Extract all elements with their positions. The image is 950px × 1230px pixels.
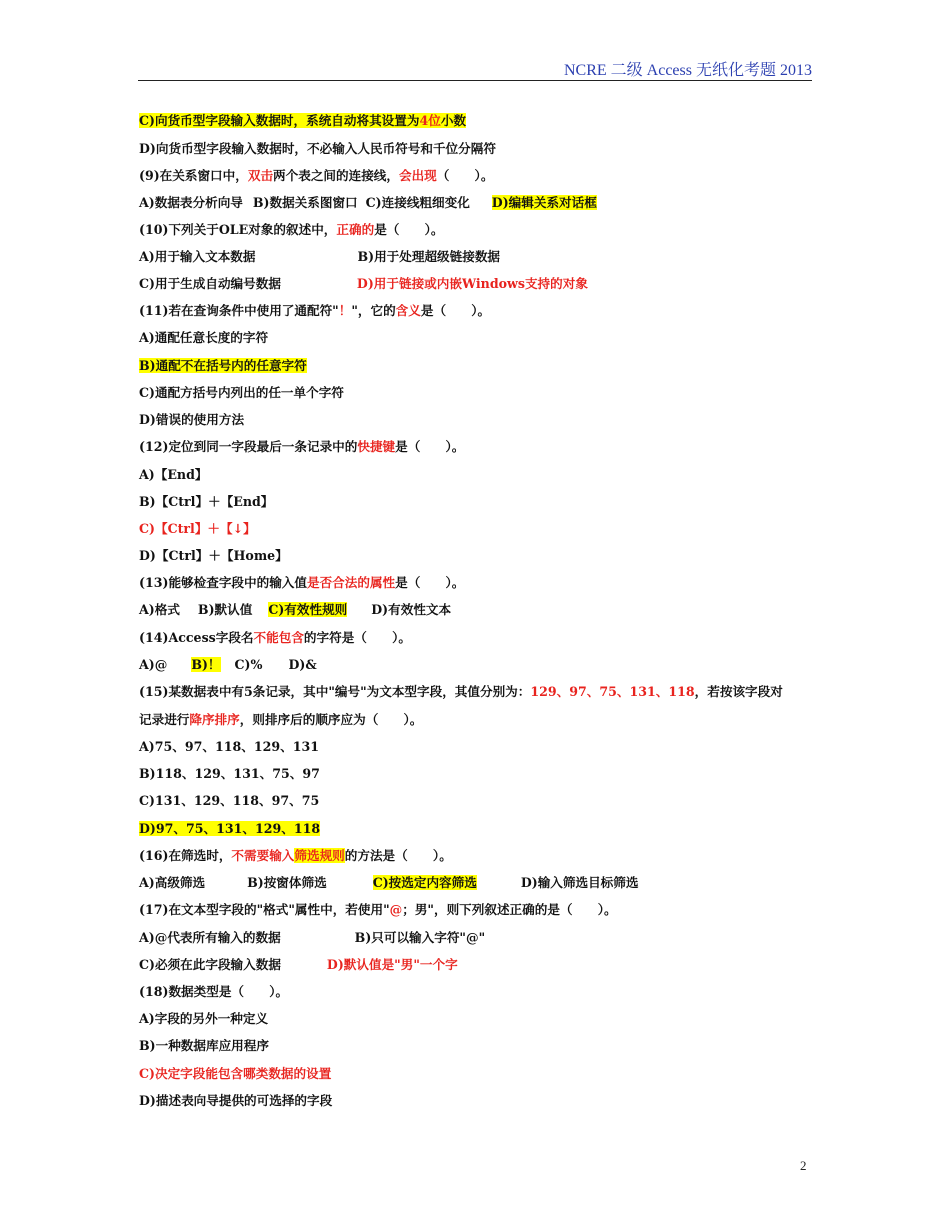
text-segment: C)连接线粗细变化	[365, 195, 470, 210]
text-segment: 是（ ）。	[395, 439, 465, 454]
header-title: NCRE 二级 Access 无纸化考题 2013	[564, 62, 812, 79]
text-segment: D)错误的使用方法	[139, 412, 245, 427]
emphasis-text: 快捷键	[357, 439, 396, 454]
highlighted-text: 小数	[440, 113, 466, 128]
text-segment: 是（ ）。	[420, 303, 491, 318]
text-line	[139, 574, 464, 592]
text-segment: B)只可以输入字符"@"	[354, 930, 486, 945]
text-line	[139, 629, 411, 647]
highlighted-text: 筛选规则	[294, 848, 345, 863]
text-line	[139, 302, 490, 320]
text-segment: (16)在筛选时，	[139, 848, 232, 863]
page-number: 2	[800, 1158, 807, 1173]
text-line	[139, 221, 443, 239]
text-segment: (11)若在查询条件中使用了通配符"	[139, 303, 339, 318]
text-line	[139, 194, 597, 212]
emphasis-text: D)默认值是"男"一个字	[326, 957, 458, 972]
text-segment: C)131、129、118、97、75	[139, 793, 320, 808]
text-line	[139, 1010, 268, 1028]
text-segment: 的方法是（ ）。	[344, 848, 452, 863]
emphasis-text: 含义	[395, 303, 421, 318]
text-segment: (14)Access字段名	[139, 630, 254, 645]
text-segment: A)字段的另外一种定义	[139, 1011, 269, 1026]
text-segment: A)格式	[139, 602, 180, 617]
highlighted-text: B)！	[191, 657, 221, 672]
text-line	[139, 601, 451, 619]
emphasis-text: 降序排序	[189, 712, 240, 727]
text-line	[139, 438, 464, 456]
text-segment: C)通配方括号内列出的任一单个字符	[139, 385, 344, 400]
text-line	[139, 1065, 331, 1083]
text-line	[139, 1037, 269, 1055]
text-segment: ，则排序后的顺序应为（ ）。	[239, 712, 423, 727]
text-segment: 记录进行	[139, 712, 190, 727]
text-line	[139, 901, 617, 919]
text-segment: B)【Ctrl】＋【End】	[139, 494, 274, 509]
text-segment: (17)在文本型字段的"格式"属性中，若使用"	[139, 902, 390, 917]
text-line	[139, 411, 244, 429]
text-segment: （ ）。	[436, 168, 494, 183]
highlighted-text: C)有效性规则	[268, 602, 348, 617]
emphasis-text: 129、97、75、131、118	[530, 684, 695, 699]
text-line	[139, 547, 288, 565]
page-header	[138, 56, 812, 81]
text-line	[139, 167, 493, 185]
text-line	[139, 711, 422, 729]
emphasis-text: D)用于链接或内嵌Windows支持的对象	[356, 276, 588, 291]
text-segment: 的字符是（ ）。	[303, 630, 411, 645]
text-segment: A)用于输入文本数据	[139, 249, 256, 264]
highlighted-text: C)向货币型字段输入数据时，系统自动将其设置为	[139, 113, 420, 128]
text-line	[139, 983, 288, 1001]
text-segment: C)%	[234, 657, 263, 672]
text-line	[139, 493, 273, 511]
text-segment: A)@代表所有输入的数据	[139, 930, 281, 945]
emphasis-text: 会出现	[398, 168, 437, 183]
text-segment: A)通配任意长度的字符	[139, 330, 269, 345]
text-line	[139, 683, 783, 701]
text-segment: B)数据关系图窗口	[252, 195, 358, 210]
text-segment: A)数据表分析向导	[139, 195, 243, 210]
text-segment: (12)定位到同一字段最后一条记录中的	[139, 439, 358, 454]
text-segment: D)【Ctrl】＋【Home】	[139, 548, 288, 563]
text-segment: B)118、129、131、75、97	[139, 766, 320, 781]
emphasis-text: 不能包含	[253, 630, 304, 645]
text-line	[139, 466, 207, 484]
text-segment: B)一种数据库应用程序	[139, 1038, 269, 1053]
text-segment: A)@	[139, 657, 168, 672]
text-line	[139, 656, 317, 674]
text-line	[139, 847, 452, 865]
text-segment: A)75、97、118、129、131	[139, 739, 320, 754]
text-line	[139, 792, 319, 810]
text-segment: D)描述表向导提供的可选择的字段	[139, 1093, 333, 1108]
text-line	[139, 929, 485, 947]
emphasis-text: ！	[338, 303, 352, 318]
text-segment: D)向货币型字段输入数据时，不必输入人民币符号和千位分隔符	[139, 141, 496, 156]
highlighted-text: D)编辑关系对话框	[491, 195, 597, 210]
text-line	[139, 357, 307, 375]
text-segment: C)必须在此字段输入数据	[139, 957, 281, 972]
text-line	[139, 140, 496, 158]
text-segment: 是（ ）。	[374, 222, 444, 237]
emphasis-text: 是否合法的属性	[306, 575, 396, 590]
text-segment: 是（ ）。	[395, 575, 465, 590]
text-line	[139, 874, 638, 892]
text-segment: A)高级筛选	[139, 875, 206, 890]
emphasis-text: 正确的	[336, 222, 375, 237]
emphasis-text: 双击	[247, 168, 274, 183]
text-segment: (18)数据类型是（ ）。	[139, 984, 289, 999]
text-line	[139, 275, 588, 293]
emphasis-text: C)决定字段能包含哪类数据的设置	[139, 1066, 332, 1081]
text-segment: A)【End】	[139, 467, 208, 482]
text-segment: (9)在关系窗口中，	[139, 168, 248, 183]
highlighted-text: C)按选定内容筛选	[372, 875, 477, 890]
text-segment: "，它的	[351, 303, 396, 318]
text-segment: 两个表之间的连接线，	[273, 168, 399, 183]
text-segment: C)用于生成自动编号数据	[139, 276, 281, 291]
emphasis-text: @	[389, 902, 403, 917]
text-segment: (15)某数据表中有5条记录，其中"编号"为文本型字段，其值分别为：	[139, 684, 531, 699]
text-line	[139, 738, 319, 756]
text-segment: D)输入筛选目标筛选	[520, 875, 639, 890]
text-line	[139, 1092, 332, 1110]
emphasis-text: C)【Ctrl】＋【↓】	[139, 521, 256, 536]
text-line	[139, 112, 466, 130]
text-line	[139, 956, 458, 974]
text-segment: ，若按该字段对	[694, 684, 783, 699]
text-segment: D)有效性文本	[371, 602, 452, 617]
text-segment: ；男"，则下列叙述正确的是（ ）。	[402, 902, 617, 917]
text-line	[139, 384, 344, 402]
text-line	[139, 248, 500, 266]
text-line	[139, 820, 320, 838]
highlighted-text: 4位	[419, 113, 441, 128]
text-line	[139, 329, 268, 347]
text-segment: B)用于处理超级链接数据	[357, 249, 501, 264]
text-segment: (10)下列关于OLE对象的叙述中，	[139, 222, 337, 237]
highlighted-text: D)97、75、131、129、118	[139, 821, 321, 836]
text-segment: B)默认值	[197, 602, 253, 617]
text-segment: B)按窗体筛选	[247, 875, 327, 890]
text-line	[139, 520, 256, 538]
text-line	[139, 765, 320, 783]
text-segment: D)&	[288, 657, 317, 672]
highlighted-text: B)通配不在括号内的任意字符	[139, 358, 307, 373]
emphasis-text: 不需要输入	[231, 848, 295, 863]
text-segment: (13)能够检查字段中的输入值	[139, 575, 307, 590]
